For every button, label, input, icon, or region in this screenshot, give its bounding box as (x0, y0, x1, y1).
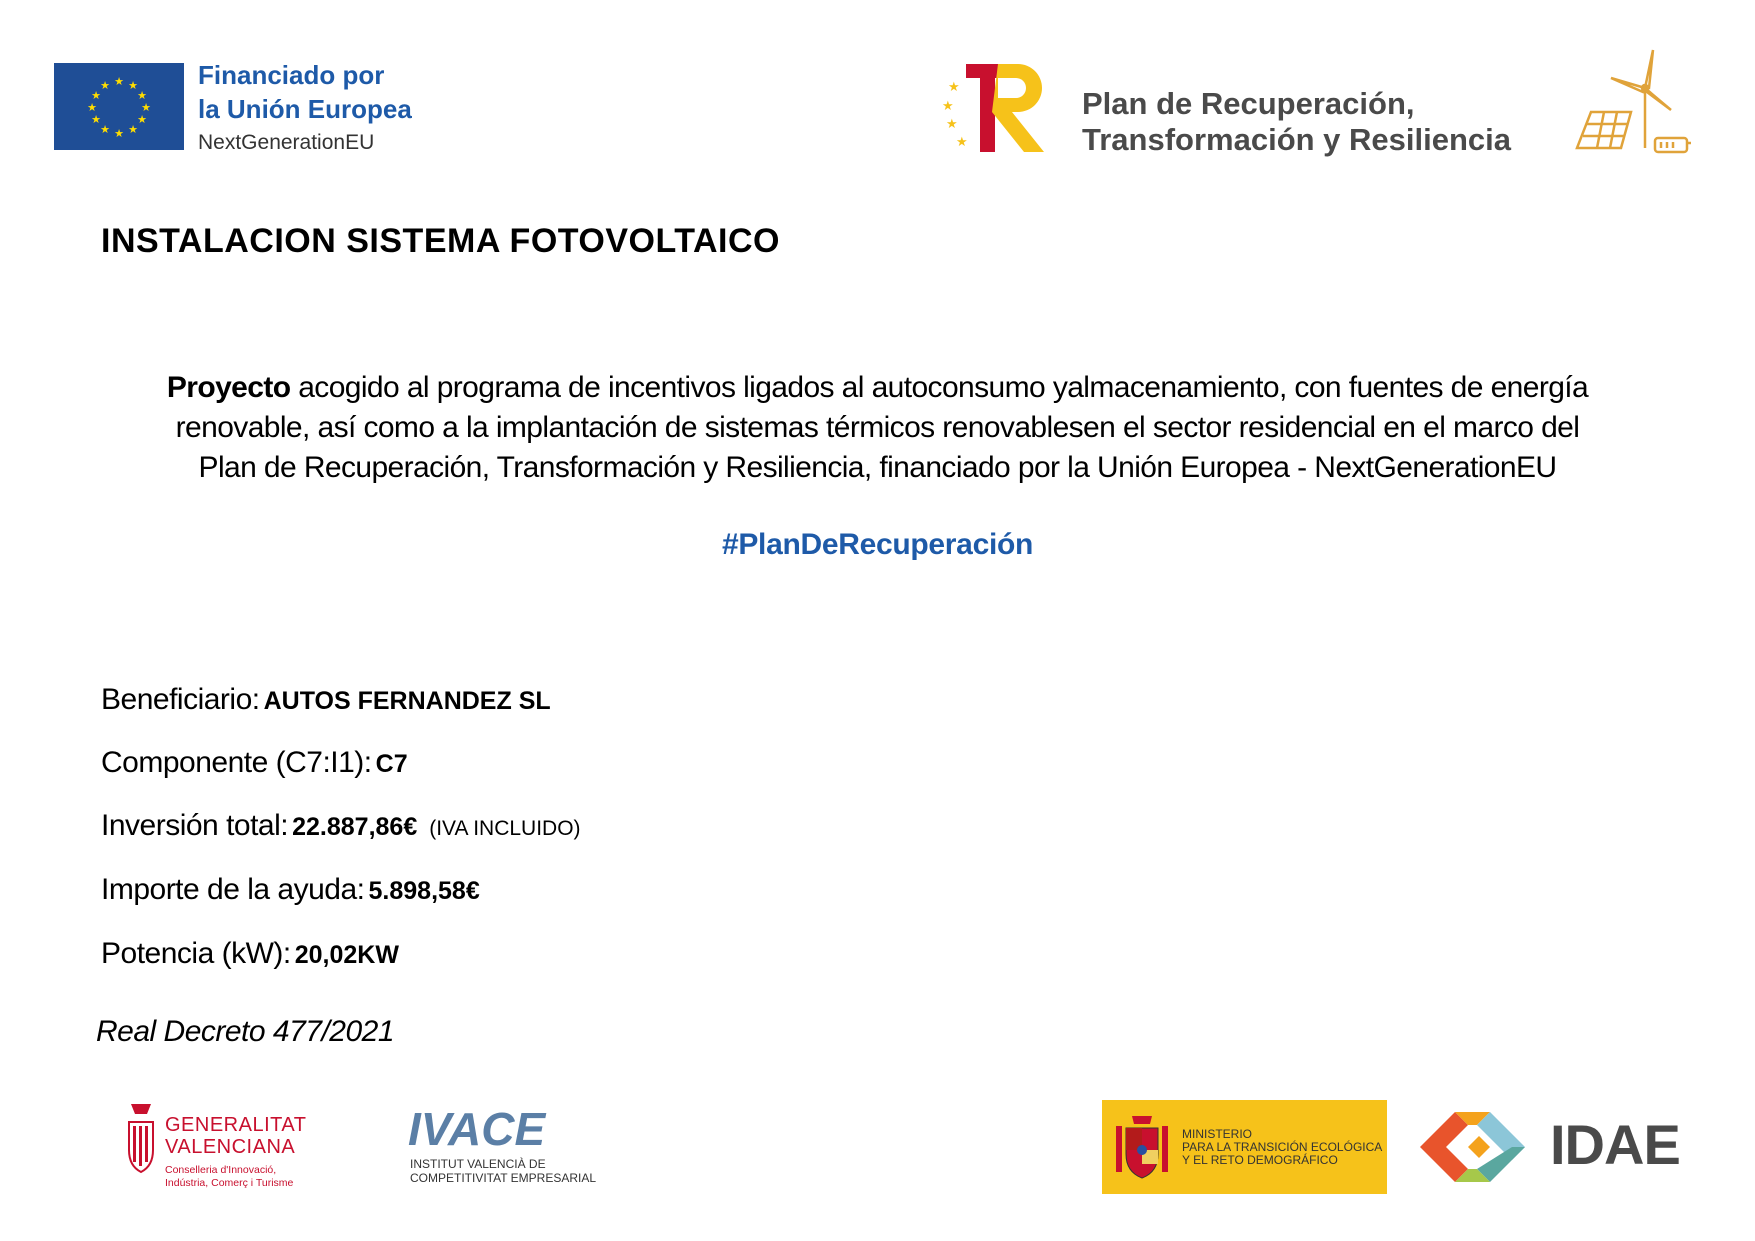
beneficiario-value: AUTOS FERNANDEZ SL (263, 687, 551, 715)
svg-text:★: ★ (946, 116, 958, 131)
svg-text:★: ★ (100, 80, 110, 92)
svg-text:★: ★ (137, 90, 147, 102)
gv-name: GENERALITAT VALENCIANA (165, 1114, 307, 1158)
field-importe (101, 873, 480, 907)
svg-text:★: ★ (91, 114, 101, 126)
svg-text:★: ★ (948, 79, 960, 94)
field-inversion (101, 809, 581, 843)
hashtag: #PlanDeRecuperación (721, 528, 1034, 561)
document-title: INSTALACION SISTEMA FOTOVOLTAICO (101, 222, 780, 260)
prtr-line-1: Plan de Recuperación, (1082, 86, 1415, 121)
description-lead: Proyecto (166, 371, 291, 404)
decree: Real Decreto 477/2021 (96, 1015, 395, 1048)
gv-subtitle: Conselleria d'Innovació, Indústria, Comerç i Turisme (165, 1164, 294, 1189)
field-beneficiario (101, 683, 551, 717)
importe-value: 5.898,58€ (368, 877, 480, 905)
field-potencia (101, 937, 399, 971)
eu-line-1: Financiado por (198, 60, 385, 90)
svg-text:★: ★ (128, 124, 138, 136)
eu-flag (54, 63, 184, 150)
svg-text:★: ★ (942, 98, 954, 113)
svg-text:★: ★ (87, 102, 97, 114)
eu-line-3: NextGenerationEU (198, 131, 375, 154)
idae-logo (1410, 1098, 1695, 1198)
gv-shield-icon (125, 1100, 157, 1175)
inversion-label: Inversión total: (101, 809, 289, 842)
eu-stars-icon (54, 63, 184, 150)
wind-solar-icon (1575, 48, 1695, 160)
prtr-line-2: Transformación y Resiliencia (1082, 122, 1512, 157)
svg-text:★: ★ (956, 134, 968, 149)
spain-coat-of-arms-icon (1112, 1112, 1172, 1182)
generalitat-logo (125, 1100, 315, 1192)
prtr-tr-icon (940, 58, 1052, 158)
eu-line-2: la Unión Europea (198, 94, 412, 124)
field-componente (101, 746, 408, 780)
svg-text:★: ★ (114, 76, 124, 88)
svg-text:★: ★ (100, 124, 110, 136)
project-description (90, 368, 1665, 488)
ivace-subtitle: INSTITUT VALENCIÀ DE COMPETITIVITAT EMPRESARIAL (410, 1157, 597, 1185)
ministerio-text: MINISTERIO PARA LA TRANSICIÓN ECOLÓGICA Y EL RETO DEMOGRÁFICO (1182, 1127, 1383, 1167)
prtr-text (1082, 86, 1511, 158)
description-line-1: Proyecto acogido al programa de incentivos ligados al autoconsumo yalmacenamiento, con fuentes de energía (166, 371, 1589, 404)
inversion-value: 22.887,86€ (292, 813, 418, 841)
ivace-wordmark: IVACE (408, 1103, 546, 1155)
inversion-note: (IVA INCLUIDO) (429, 817, 581, 840)
description-line-3: Plan de Recuperación, Transformación y Resiliencia, financiado por la Unión Europea - NextGenerationEU (198, 451, 1557, 484)
svg-text:★: ★ (137, 114, 147, 126)
svg-text:★: ★ (91, 90, 101, 102)
componente-value: C7 (375, 750, 408, 778)
componente-label: Componente (C7:I1): (101, 746, 372, 779)
ministerio-logo (1102, 1100, 1387, 1194)
svg-text:★: ★ (114, 128, 124, 140)
importe-label: Importe de la ayuda: (101, 873, 365, 906)
description-line-2: renovable, así como a la implantación de sistemas térmicos renovablesen el sector residencial en el marco del (175, 411, 1580, 444)
potencia-label: Potencia (kW): (101, 937, 291, 970)
prtr-logo (940, 58, 1052, 158)
svg-text:★: ★ (141, 102, 151, 114)
svg-text:★: ★ (128, 80, 138, 92)
idae-wordmark: IDAE (1550, 1113, 1680, 1176)
idae-mark-icon (1410, 1098, 1545, 1196)
potencia-value: 20,02KW (294, 941, 399, 969)
beneficiario-label: Beneficiario: (101, 683, 260, 716)
eu-funding-text (198, 58, 458, 158)
ivace-logo (408, 1102, 597, 1192)
